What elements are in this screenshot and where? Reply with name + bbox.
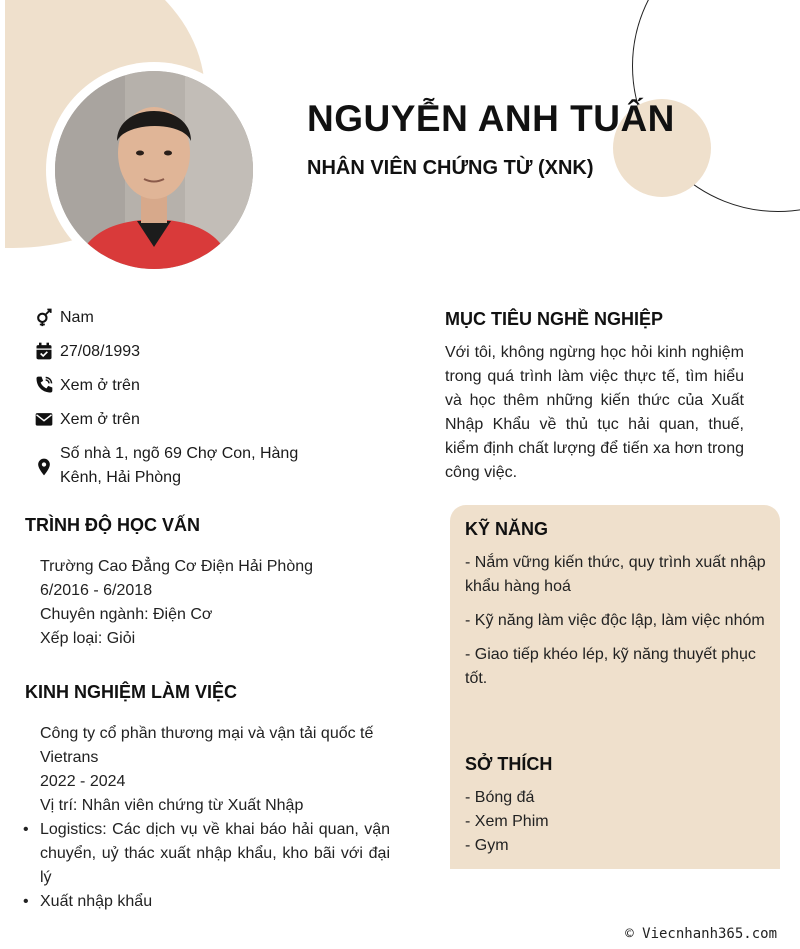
list-item: • Logistics: Các dịch vụ về khai báo hải quan, vận chuyển, uỷ thác xuất nhập khẩu, kho bãi với đại lý (40, 818, 390, 890)
education-block (40, 555, 390, 651)
list-item: - Xem Phim (465, 813, 549, 830)
list-item: - Nắm vững kiến thức, quy trình xuất nhập khẩu hàng hoá (465, 554, 766, 595)
venus-mars-icon (33, 306, 55, 328)
experience-company: Công ty cổ phần thương mại và vận tải quốc tế Vietrans (40, 725, 374, 766)
avatar-photo (55, 71, 253, 269)
avatar (55, 71, 253, 269)
list-item: - Bóng đá (465, 789, 535, 806)
education-school: Trường Cao Đẳng Cơ Điện Hải Phòng (40, 558, 314, 575)
contact-address (33, 442, 333, 491)
gender-value: Nam (60, 309, 94, 326)
map-pin-icon (33, 443, 55, 491)
list-item: - Kỹ năng làm việc độc lập, làm việc nhóm (465, 612, 765, 629)
education-grade: Xếp loại: Giỏi (40, 630, 136, 647)
candidate-name: NGUYỄN ANH TUẤN (307, 98, 675, 139)
phone-value: Xem ở trên (60, 377, 140, 394)
experience-heading: KINH NGHIỆM LÀM VIỆC (25, 682, 238, 702)
contact-phone (33, 374, 333, 398)
experience-block (40, 722, 390, 914)
contact-list (33, 306, 333, 501)
envelope-icon (33, 408, 55, 430)
hobbies-list (465, 786, 549, 858)
education-period: 6/2016 - 6/2018 (40, 582, 153, 599)
skills-list (465, 551, 780, 701)
email-value: Xem ở trên (60, 411, 140, 428)
experience-bullets (40, 818, 390, 914)
contact-birthday (33, 340, 333, 364)
contact-gender (33, 306, 333, 330)
address-value: Số nhà 1, ngõ 69 Chợ Con, Hàng Kênh, Hải Phòng (60, 445, 299, 486)
skills-heading: KỸ NĂNG (465, 519, 549, 539)
birthday-value: 27/08/1993 (60, 343, 141, 360)
experience-position: Vị trí: Nhân viên chứng từ Xuất Nhập (40, 797, 304, 814)
calendar-icon (33, 340, 55, 362)
experience-period: 2022 - 2024 (40, 773, 126, 790)
list-item: - Giao tiếp khéo lép, kỹ năng thuyết phục tốt. (465, 646, 756, 687)
list-item: • Xuất nhập khẩu (40, 890, 390, 914)
objective-text: Với tôi, không ngừng học hỏi kinh nghiệm trong quá trình làm việc thực tế, tìm hiểu và học thêm những kiến thức của Xuất Nhập Khẩu về thủ tục hải quan, thuế, kiểm định chất lượng để tiến xa hơn trong công việc. (445, 344, 744, 481)
footer-copyright: © Viecnhanh365.com (625, 926, 777, 942)
avatar-frame (46, 62, 262, 278)
job-title: NHÂN VIÊN CHỨNG TỪ (XNK) (307, 157, 594, 179)
contact-email (33, 408, 333, 432)
objective-heading: MỤC TIÊU NGHỀ NGHIỆP (445, 309, 664, 329)
education-heading: TRÌNH ĐỘ HỌC VẤN (25, 515, 200, 535)
list-item: - Gym (465, 837, 509, 854)
hobbies-heading: SỞ THÍCH (465, 754, 553, 774)
education-major: Chuyên ngành: Điện Cơ (40, 606, 213, 623)
phone-icon (33, 374, 55, 396)
